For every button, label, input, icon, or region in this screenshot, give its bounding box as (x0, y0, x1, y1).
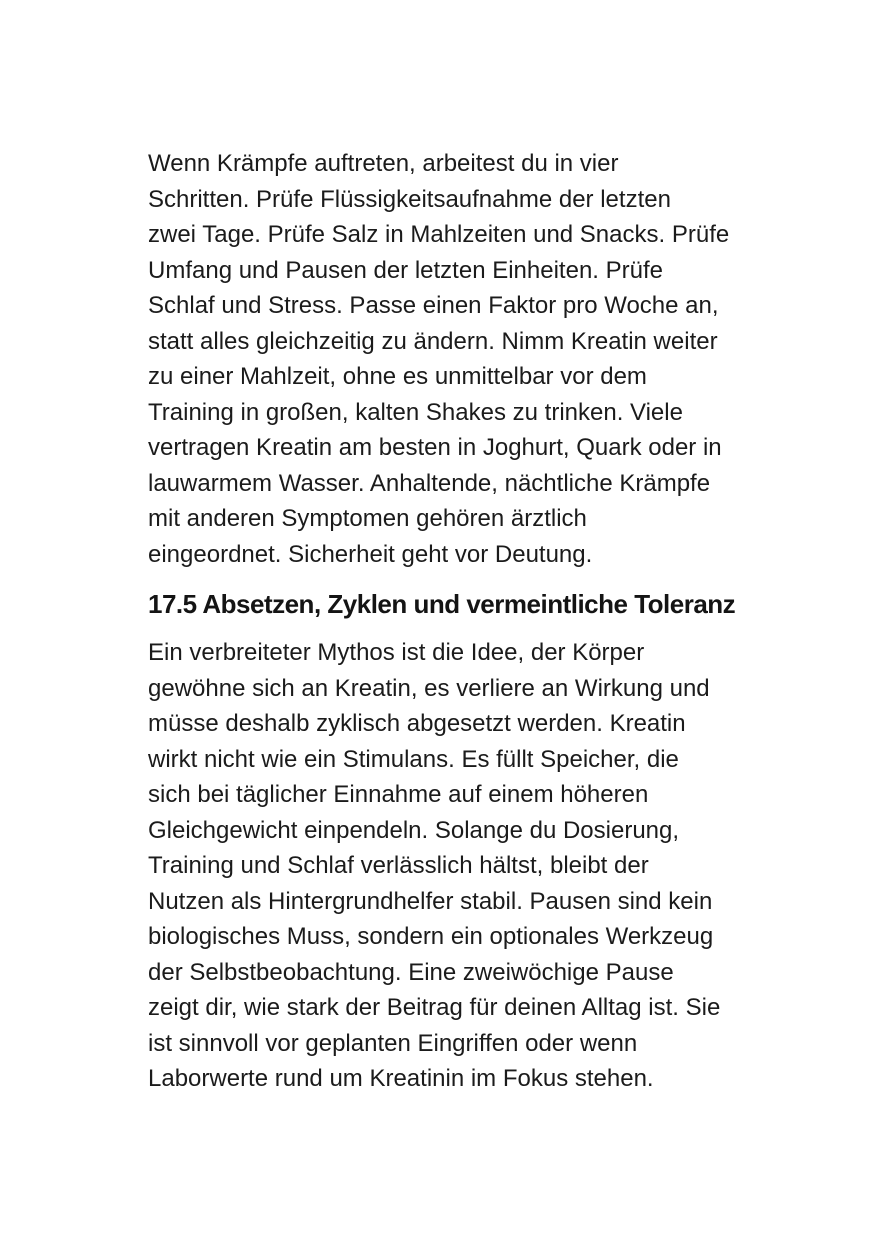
text-line: statt alles gleichzeitig zu ändern. Nimm Kreatin weiter (148, 327, 718, 355)
text-line: müsse deshalb zyklisch abgesetzt werden. Kreatin (148, 710, 686, 737)
text-line: mit anderen Symptomen gehören ärztlich (148, 505, 587, 532)
text-line: ist sinnvoll vor geplanten Eingriffen oder wenn (148, 1029, 638, 1057)
text-line: gewöhne sich an Kreatin, es verliere an Wirkung und (148, 674, 710, 702)
text-line: zwei Tage. Prüfe Salz in Mahlzeiten und Snacks. Prüfe (148, 221, 730, 248)
text-line: Wenn Krämpfe auftreten, arbeitest du in vier (148, 150, 619, 177)
text-line: Training und Schlaf verlässlich hältst, bleibt der (148, 852, 649, 879)
text-line: sich bei täglicher Einnahme auf einem höheren (148, 781, 649, 808)
text-line: biologisches Muss, sondern ein optionales Werkzeug (148, 923, 714, 950)
text-line: lauwarmem Wasser. Anhaltende, nächtliche Krämpfe (148, 469, 711, 497)
text-line: vertragen Kreatin am besten in Joghurt, Quark oder in (148, 434, 722, 461)
text-line: Umfang und Pausen der letzten Einheiten. Prüfe (148, 256, 663, 284)
section-heading-17-5: 17.5 Absetzen, Zyklen und vermeintliche Toleranz (148, 589, 736, 619)
text-line: wirkt nicht wie ein Stimulans. Es füllt Speicher, die (148, 745, 679, 773)
text-line: Nutzen als Hintergrundhelfer stabil. Pausen sind kein (148, 887, 713, 915)
text-line: Schritten. Prüfe Flüssigkeitsaufnahme der letzten (148, 185, 671, 213)
text-line: zeigt dir, wie stark der Beitrag für deinen Alltag ist. Sie (148, 994, 721, 1021)
text-line: der Selbstbeobachtung. Eine zweiwöchige Pause (148, 958, 674, 986)
paragraph-mythos-toleranz (148, 635, 748, 1097)
text-line: Gleichgewicht einpendeln. Solange du Dosierung, (148, 816, 680, 844)
text-line: eingeordnet. Sicherheit geht vor Deutung. (148, 540, 593, 568)
text-line: zu einer Mahlzeit, ohne es unmittelbar vor dem (148, 363, 647, 390)
paragraph-kraempfe-schritte (148, 146, 748, 572)
text-line: Schlaf und Stress. Passe einen Faktor pro Woche an, (148, 292, 719, 319)
text-line: Laborwerte rund um Kreatinin im Fokus stehen. (148, 1065, 654, 1092)
text-line: Ein verbreiteter Mythos ist die Idee, der Körper (148, 639, 645, 666)
text-line: Training in großen, kalten Shakes zu trinken. Viele (148, 398, 683, 426)
